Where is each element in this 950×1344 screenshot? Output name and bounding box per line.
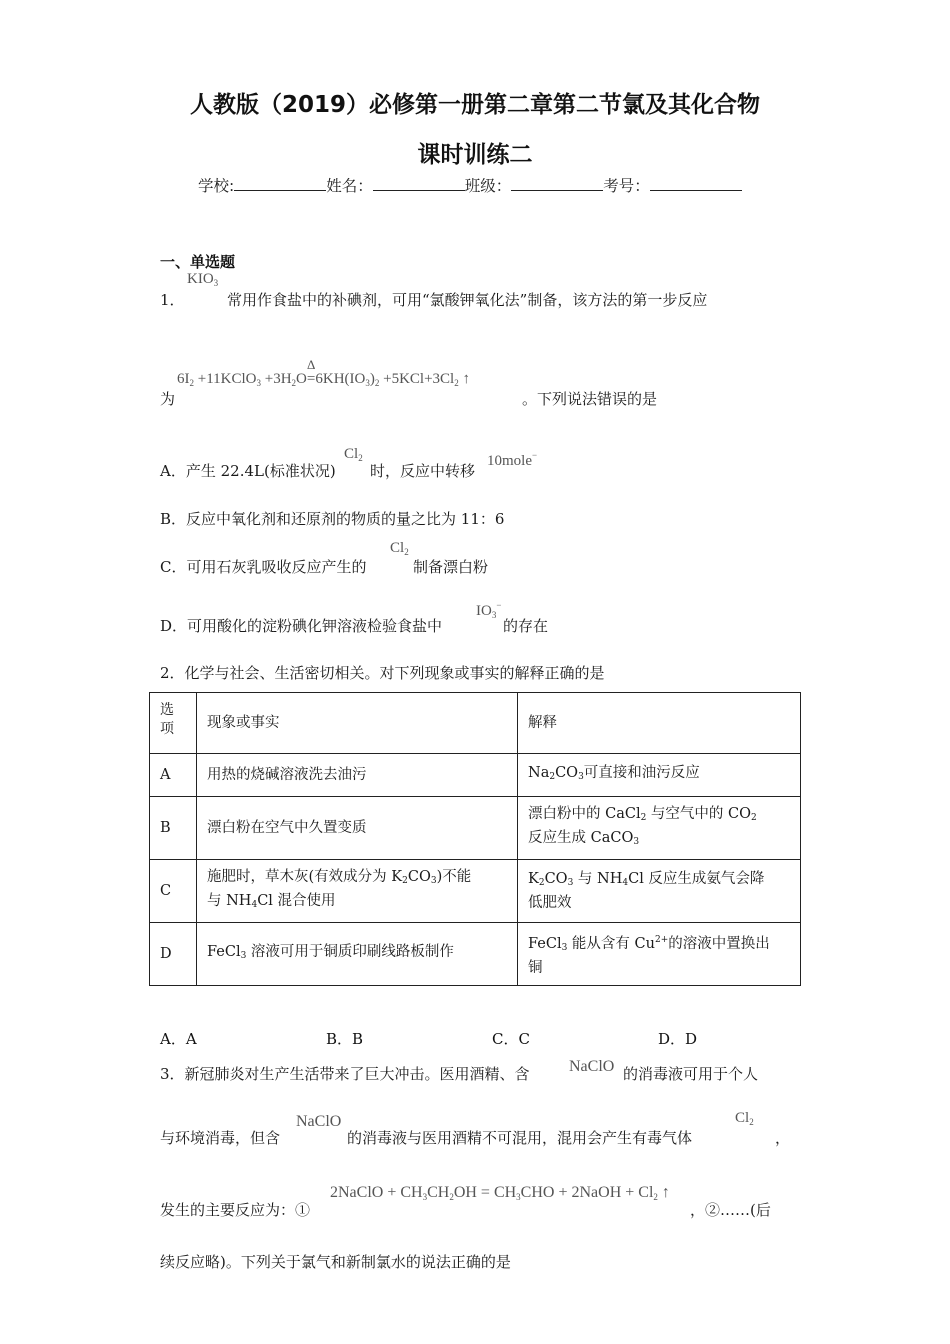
field-label-class: 班级：: [464, 177, 512, 195]
q3-formula-naclo: NaClO: [569, 1058, 615, 1075]
student-info-line: [198, 174, 742, 196]
q3-line1-after: 的消毒液可用于个人: [623, 1065, 759, 1083]
field-label-school: 学校:: [198, 177, 235, 195]
q1-option-a-formula-electrons: 10mole−: [487, 450, 538, 469]
table-row: [150, 797, 801, 860]
q3-line3-before: 发生的主要反应为：①: [160, 1201, 311, 1219]
table-cell-option: D: [150, 923, 197, 986]
q3-line1-before: 3．新冠肺炎对生产生活带来了巨大冲击。医用酒精、含: [160, 1065, 530, 1083]
q1-equation: $6I_2$ +11KClO$_3$ $+3H_2O$ Δ $=6KH(IO_3)_2 +5KCl+3Cl_2$ ↑: [177, 357, 470, 388]
q3-formula-naclo-2: NaClO: [296, 1113, 342, 1130]
table-cell-explanation: $K_2CO_3$ 与 $NH_4Cl$ 反应生成氨气会降 低肥效: [518, 860, 801, 923]
q2-option-c[interactable]: C．C: [492, 1030, 530, 1048]
table-cell-explanation: 漂白粉中的 CaCl$_2$ 与空气中的 $CO_2$ 反应生成 CaCO$_3$: [518, 797, 801, 860]
q2-option-a[interactable]: A．A: [160, 1030, 197, 1048]
table-cell-explanation: FeCl$_3$ 能从含有 $Cu^{2+}$的溶液中置换出 铜: [518, 923, 801, 986]
q1-text-line1: 常用作食盐中的补碘剂，可用“氯酸钾氧化法”制备，该方法的第一步反应: [227, 291, 708, 309]
table-header-explanation: 解释: [518, 693, 801, 754]
q3-formula-cl2: $Cl_2$: [735, 1110, 754, 1127]
q3-line2-before: 与环境消毒，但含: [160, 1129, 281, 1147]
q1-option-a-text-mid: 时，反应中转移: [370, 462, 476, 480]
table-cell-fact: 漂白粉在空气中久置变质: [197, 797, 518, 860]
table-header-option: 选项: [150, 693, 197, 754]
q2-option-d[interactable]: D．D: [658, 1030, 698, 1048]
table-cell-fact: 用热的烧碱溶液洗去油污: [197, 754, 518, 797]
q1-option-c[interactable]: C．可用石灰乳吸收反应产生的: [160, 558, 367, 576]
q3-line4: 续反应略)。下列关于氯气和新制氯水的说法正确的是: [160, 1253, 511, 1271]
q1-option-a[interactable]: A．产生 22.4L(标准状况): [160, 462, 336, 480]
table-row: [150, 754, 801, 797]
q1-option-a-formula-cl2: $Cl_2$: [344, 446, 363, 463]
q3-line2-mid: 的消毒液与医用酒精不可混用，混用会产生有毒气体: [347, 1129, 693, 1147]
table-header-fact: 现象或事实: [197, 693, 518, 754]
q3-equation: 2NaClO + $CH_3CH_2OH = CH_3CHO$ + 2NaOH + $Cl_2$ ↑: [330, 1184, 670, 1202]
table-cell-fact: 施肥时，草木灰(有效成分为 $K_2CO_3$)不能 与 $NH_4Cl$ 混合使用: [197, 860, 518, 923]
table-cell-option: B: [150, 797, 197, 860]
q1-text-prefix: 为: [160, 390, 176, 408]
class-blank[interactable]: [511, 175, 603, 191]
document-title: 人教版（2019）必修第一册第二章第二节氯及其化合物: [189, 92, 760, 118]
document-subtitle: 课时训练二: [417, 142, 533, 168]
table-header-row: [150, 693, 801, 754]
q2-stem: 2．化学与社会、生活密切相关。对下列现象或事实的解释正确的是: [160, 664, 605, 682]
q1-option-d[interactable]: D．可用酸化的淀粉碘化钾溶液检验食盐中: [160, 617, 443, 635]
field-label-examno: 考号：: [603, 177, 650, 195]
table-cell-option: C: [150, 860, 197, 923]
q1-option-c-formula-cl2: $Cl_2$: [390, 540, 409, 557]
table-cell-explanation: $Na_2CO_3$可直接和油污反应: [518, 754, 801, 797]
q1-option-d-formula-io3: $IO_3^-$: [476, 600, 502, 620]
q1-option-d-text-after: 的存在: [503, 617, 549, 635]
q1-option-c-text-after: 制备漂白粉: [413, 558, 489, 576]
q1-text-suffix: 。下列说法错误的是: [522, 390, 658, 408]
table-row: [150, 860, 801, 923]
name-blank[interactable]: [373, 175, 465, 191]
table-cell-fact: FeCl$_3$ 溶液可用于铜质印刷线路板制作: [197, 923, 518, 986]
field-label-name: 姓名：: [326, 177, 373, 195]
q2-option-b[interactable]: B．B: [326, 1030, 364, 1048]
q1-option-b[interactable]: B．反应中氧化剂和还原剂的物质的量之比为 11：6: [160, 510, 505, 528]
table-row: [150, 923, 801, 986]
q2-table: [149, 692, 801, 986]
examno-blank[interactable]: [650, 175, 742, 191]
q3-line2-after: ，: [775, 1129, 791, 1147]
table-cell-option: A: [150, 754, 197, 797]
school-blank[interactable]: [234, 175, 326, 191]
section-title: 一、单选题: [160, 253, 236, 271]
q1-formula-kio3: $KIO_3$: [187, 271, 219, 288]
q3-line3-after: ，②……(后: [690, 1201, 771, 1219]
q1-number: 1．: [160, 291, 185, 309]
